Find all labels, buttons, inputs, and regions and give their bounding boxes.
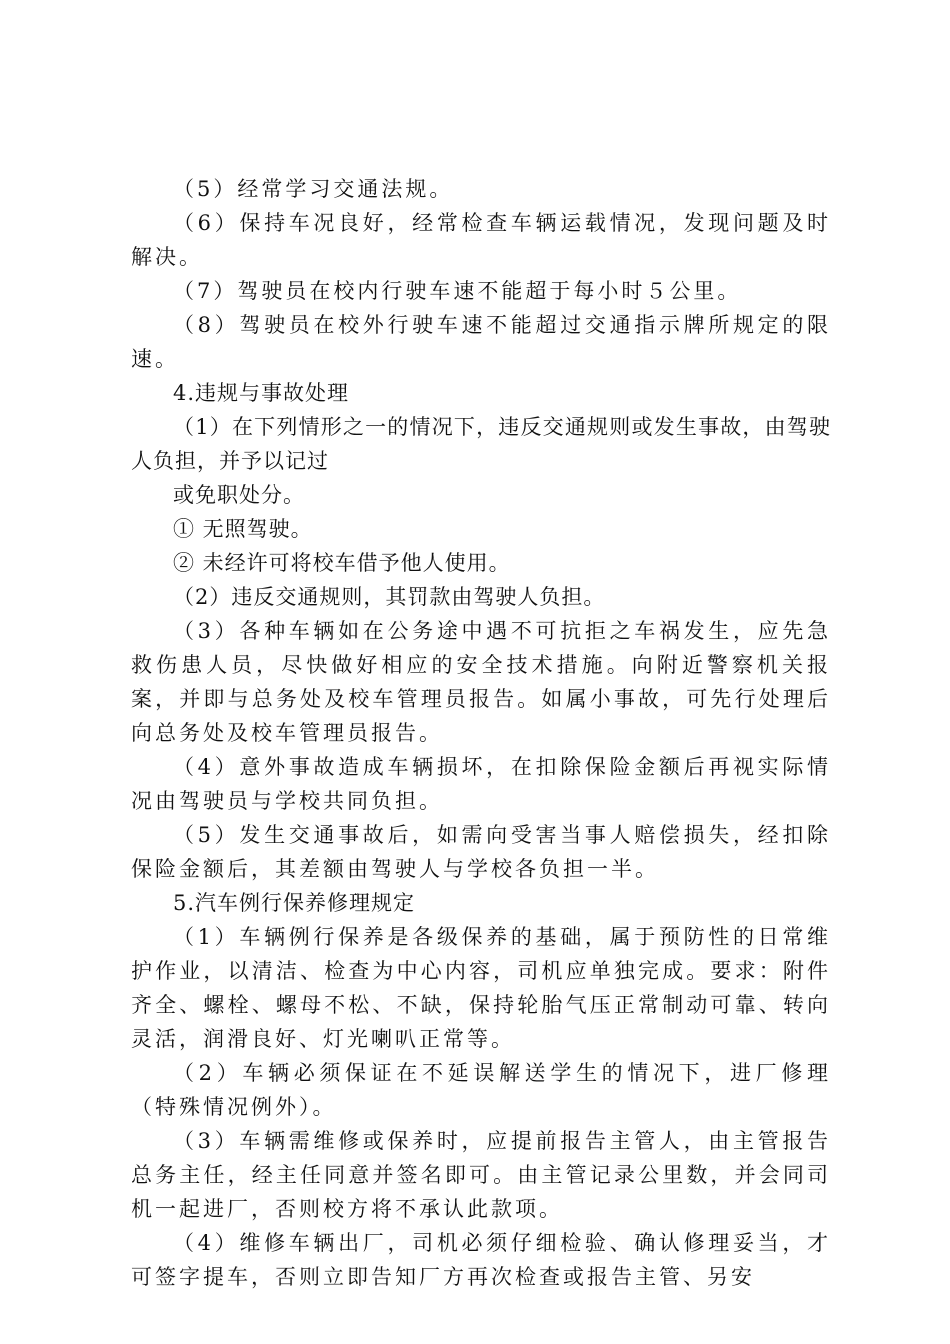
paragraph-violation-2: （2）违反交通规则，其罚款由驾驶人负担。: [173, 585, 606, 609]
paragraph-maintenance-1: （1）车辆例行保养是各级保养的基础，属于预防性的日常维护作业，以清洁、检查为中心内容，司机应单独完成。要求：附件齐全、螺栓、螺母不松、不缺，保持轮胎气压正常制动可靠、转向灵活，润滑良好、灯光喇叭正常等。: [131, 925, 831, 1051]
paragraph-maintenance-2: （2）车辆必须保证在不延误解送学生的情况下，进厂修理（特殊情况例外）。: [131, 1061, 831, 1119]
paragraph-rule-5: （5）经常学习交通法规。: [173, 177, 454, 201]
paragraph-violation-1: （1）在下列情形之一的情况下，违反交通规则或发生事故，由驾驶人负担，并予以记过: [131, 415, 831, 473]
paragraph-violation-3: （3）各种车辆如在公务途中遇不可抗拒之车祸发生，应先急救伤患人员，尽快做好相应的安全技术措施。向附近警察机关报案，并即与总务处及校车管理员报告。如属小事故，可先行处理后向总务处及校车管理员报告。: [131, 619, 831, 745]
paragraph-violation-4: （4）意外事故造成车辆损坏，在扣除保险金额后再视实际情况由驾驶员与学校共同负担。: [131, 755, 831, 813]
section-heading-violations: 4.违规与事故处理: [173, 381, 350, 405]
paragraph-maintenance-3: （3）车辆需维修或保养时，应提前报告主管人，由主管报告总务主任，经主任同意并签名即可。由主管记录公里数，并会同司机一起进厂，否则校方将不承认此款项。: [131, 1129, 831, 1221]
paragraph-rule-7: （7）驾驶员在校内行驶车速不能超于每小时５公里。: [173, 279, 742, 303]
paragraph-rule-6: （6）保持车况良好，经常检查车辆运载情况，发现问题及时解决。: [131, 211, 831, 269]
paragraph-violation-5: （5）发生交通事故后，如需向受害当事人赔偿损失，经扣除保险金额后，其差额由驾驶人与学校各负担一半。: [131, 823, 831, 881]
list-item-unauthorized-lending: ② 未经许可将校车借予他人使用。: [173, 551, 511, 575]
section-heading-maintenance: 5.汽车例行保养修理规定: [173, 891, 416, 915]
paragraph-violation-1-cont: 或免职处分。: [173, 483, 305, 507]
paragraph-rule-8: （8）驾驶员在校外行驶车速不能超过交通指示牌所规定的限速。: [131, 313, 831, 371]
document-body: [131, 172, 831, 1294]
paragraph-maintenance-4: （4）维修车辆出厂，司机必须仔细检验、确认修理妥当，才可签字提车，否则立即告知厂方再次检查或报告主管、另安: [131, 1231, 831, 1289]
list-item-no-license: ① 无照驾驶。: [173, 517, 313, 541]
